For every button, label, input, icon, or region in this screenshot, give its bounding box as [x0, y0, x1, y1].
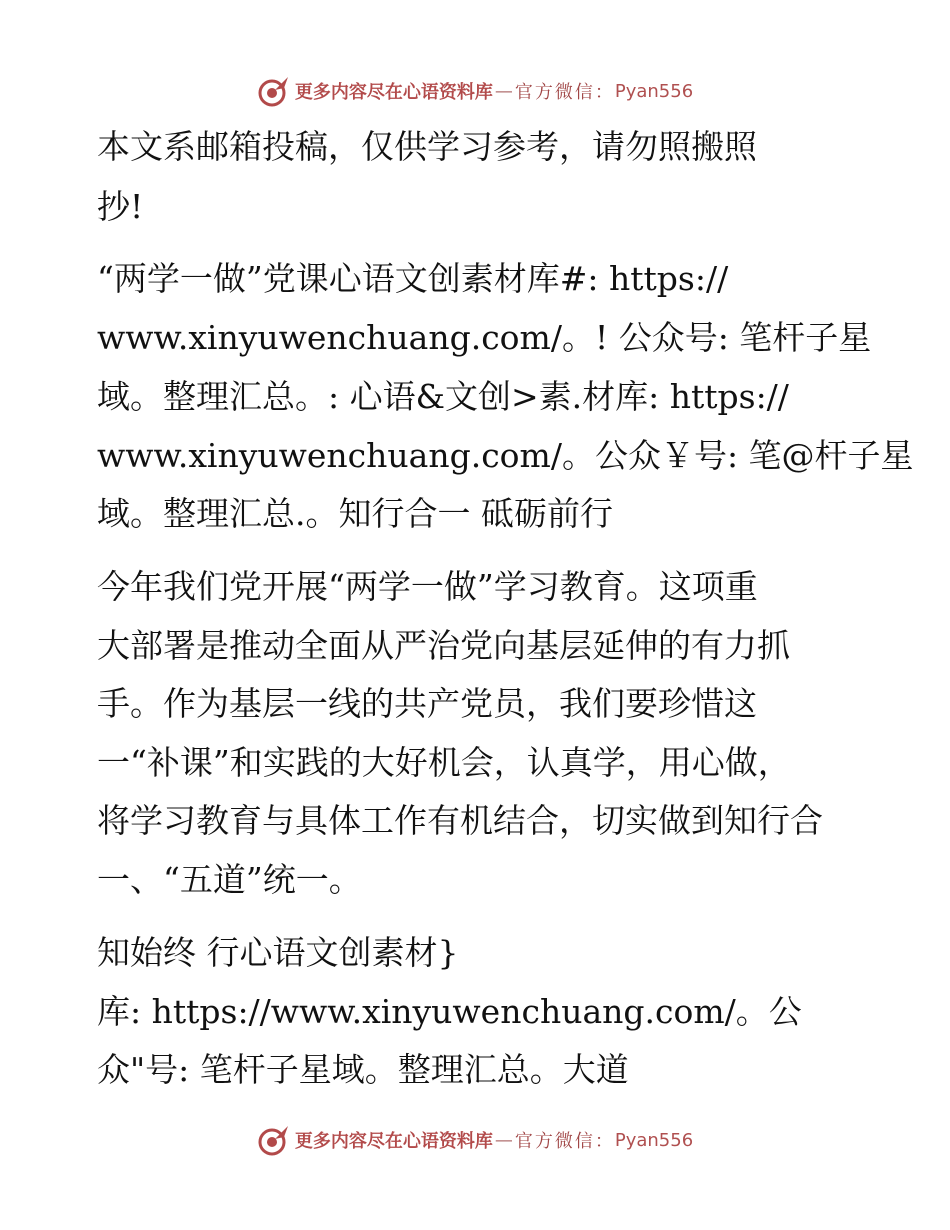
paragraph-4-line-2: 库: https://www.xinyuwenchuang.com/。公 — [97, 992, 802, 1031]
paragraph-3-line-5: 将学习教育与具体工作有机结合，切实做到知行合 — [97, 801, 823, 840]
paragraph-3-line-3: 手。作为基层一线的共产党员，我们要珍惜这 — [97, 684, 757, 723]
paragraph-2-line-2: www.xinyuwenchuang.com/。! 公众号: 笔杆子星 — [97, 318, 872, 357]
paragraph-1-line-1: 本文系邮箱投稿，仅供学习参考，请勿照搬照 — [97, 127, 757, 166]
paragraph-2-line-4: www.xinyuwenchuang.com/。公众￥号: 笔@杆子星 — [97, 436, 914, 475]
banner-dash: — — [494, 1129, 513, 1151]
banner-brand: 更多内容尽在心语资料库 — [294, 82, 493, 103]
quill-logo-icon — [257, 1123, 291, 1157]
paragraph-2-line-3: 域。整理汇总。: 心语&文创>素.材库: https:// — [97, 377, 789, 416]
paragraph-3-line-4: 一“补课”和实践的大好机会，认真学，用心做， — [97, 743, 791, 782]
paragraph-2-line-5: 域。整理汇总.。知行合一 砥砺前行 — [97, 494, 613, 533]
banner-wechat-id: Pyan556 — [614, 80, 694, 102]
banner-dash: — — [494, 80, 513, 102]
paragraph-3-line-2: 大部署是推动全面从严治党向基层延伸的有力抓 — [97, 626, 790, 665]
footer-banner — [0, 1120, 950, 1160]
paragraph-3-line-1: 今年我们党开展“两学一做”学习教育。这项重 — [97, 567, 758, 606]
paragraph-2-line-1: “两学一做”党课心语文创素材库#: https:// — [97, 259, 729, 298]
paragraph-3-line-6: 一、“五道”统一。 — [97, 860, 362, 899]
banner-official: 官方微信： — [514, 1131, 615, 1152]
banner-brand: 更多内容尽在心语资料库 — [294, 1131, 493, 1152]
paragraph-4-line-3: 众"号: 笔杆子星域。整理汇总。大道 — [97, 1050, 629, 1089]
paragraph-4-line-1: 知始终 行心语文创素材} — [97, 933, 459, 972]
header-banner — [0, 71, 950, 111]
paragraph-1-line-2: 抄! — [97, 187, 144, 226]
banner-official: 官方微信： — [514, 82, 615, 103]
banner-wechat-id: Pyan556 — [614, 1129, 694, 1151]
quill-logo-icon — [257, 74, 291, 108]
